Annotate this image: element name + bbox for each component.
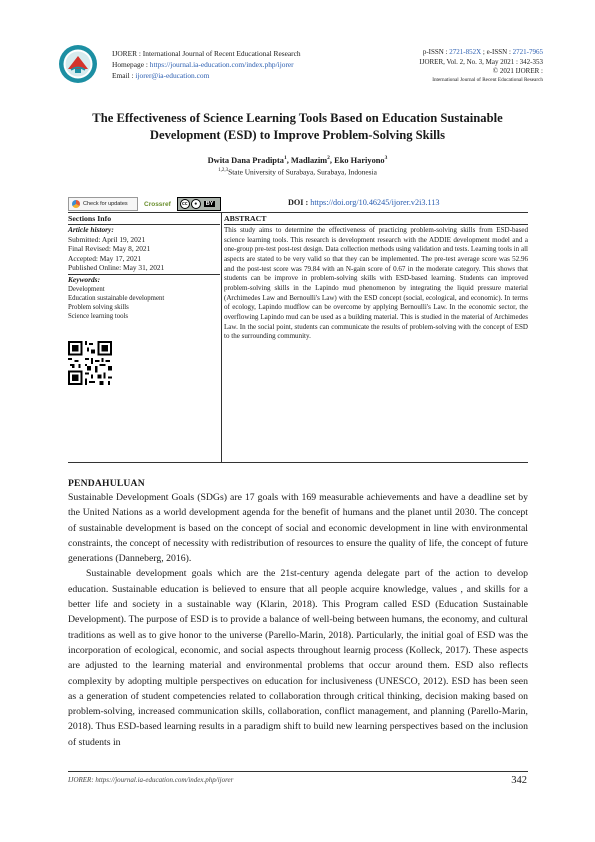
- p-issn-link[interactable]: 2721-852X: [449, 48, 482, 56]
- homepage-link[interactable]: https://journal.ia-education.com/index.php/ijorer: [149, 60, 294, 69]
- citation-badge[interactable]: Crossref: [144, 200, 171, 208]
- author-name: Madlazim: [290, 155, 328, 165]
- abstract-text: This study aims to determine the effectiveness of practicing problem-solving skills from ESD-based science learning tools. This research is development research with the ADDIE development model and a one-group pre-test post-test design. Data collection methods using validation and tests. Learning tools in all aspects are stated to be very valid so that they can be implemented. The pre-test average score was 52.96 and the post-test score was 79.84 with an N-gain score of 0.67 in the moderate category. This shows that students can be improve in problem-solving skills with ESD-based learning. Students can improved problem-solving skills in the Lapindo mud phenomenon by integrating the liquid pressure material (Archimedes Law and Bernoulli's Law) with the ESD concept (social, ecological, and economic). In terms of ecology, Lapindo mudflow can be overcome by applying Bernoulli's Law. In the economic sector, the overflowing Lapindo mud can be used as a building material. This is studied in the material of Archimedes Law. In the social point, students can communicate the results of problem-solving with the concept of ESD to the surrounding community.: [224, 226, 528, 341]
- email-line: Email : ijorer@ia-education.com: [112, 71, 210, 80]
- crossmark-icon: [72, 200, 80, 208]
- history-published: Published Online: May 31, 2021: [68, 263, 165, 273]
- qr-code-icon: [68, 341, 112, 385]
- volume-line: IJORER, Vol. 2, No. 3, May 2021 : 342-353: [419, 57, 543, 66]
- affiliation: $^{1,2,3}$State University of Surabaya, Surabaya, Indonesia: [218, 167, 377, 177]
- table-divider: [221, 213, 222, 462]
- keywords-label: Keywords:: [68, 274, 101, 284]
- attribution-icon: ●: [191, 199, 201, 209]
- article-history-label: Article history:: [68, 225, 114, 234]
- keyword-item: Development: [68, 285, 105, 293]
- journal-logo: [58, 44, 98, 84]
- history-submitted: Submitted: April 19, 2021: [68, 234, 146, 244]
- copyright-subtitle: International Journal of Recent Educational Research: [432, 76, 543, 83]
- journal-header-info: [112, 48, 372, 81]
- section-heading: PENDAHULUAN: [68, 478, 145, 489]
- cc-by-label: BY: [205, 201, 214, 207]
- homepage-line: Homepage : https://journal.ia-education.com/index.php/ijorer: [112, 60, 294, 69]
- author-name: Eko Hariyono: [334, 155, 385, 165]
- issue-info: [343, 48, 543, 84]
- email-link[interactable]: ijorer@ia-education.com: [135, 71, 210, 80]
- journal-name: IJORER : International Journal of Recent Educational Research: [112, 49, 301, 58]
- abstract-heading: ABSTRACT: [224, 214, 267, 223]
- issn-line: p-ISSN : 2721-852X ; e-ISSN : 2721-7965: [422, 48, 543, 56]
- keyword-item: Problem solving skills: [68, 303, 129, 311]
- cc-license-badge[interactable]: [177, 197, 221, 211]
- sections-info-heading: Sections Info: [68, 214, 112, 223]
- author-name: Dwita Dana Pradipta: [207, 155, 284, 165]
- e-issn-link[interactable]: 2721-7965: [512, 48, 543, 56]
- creative-commons-icon: cc: [180, 199, 190, 209]
- keyword-item: Science learning tools: [68, 312, 129, 320]
- check-for-updates-badge[interactable]: Check for updates: [68, 197, 138, 211]
- keyword-item: Education sustainable development: [68, 294, 165, 302]
- badge-row: [68, 196, 221, 212]
- paragraph: Sustainable Development Goals (SDGs) are 17 goals with 169 measurable achievements and have a deadline set by the United Nations as a world development agenda for the benefit of humans and the planet until 2030. The concept of sustainable development is based on the concept of social and economic development in line with environmental constraints, the concept of necessity with redistribution of resources to ensure the quality of life, the concept of future generations (Danneberg, 2016).: [68, 492, 528, 565]
- body-text: [68, 490, 528, 750]
- history-accepted: Accepted: May 17, 2021: [68, 253, 142, 263]
- history-revised: Final Revised: May 8, 2021: [68, 244, 151, 254]
- page-number: 342: [511, 775, 527, 786]
- footer-url: IJORER: https://journal.ia-education.com/index.php/ijorer: [68, 776, 234, 784]
- copyright-line: © 2021 IJORER :: [492, 67, 543, 76]
- table-bottom-rule: [68, 462, 528, 463]
- paragraph: Sustainable development goals which are the 21st-century agenda delegate part of the action to develop education. Sustainable education is believed to ensure that all people acquire knowledge, values , and skills for a better life and society in a sustainable way (Klarin, 2018). This Program called ESD (Education Sustainable Development). The purpose of ESD is to provide a balance of well-being between humans, the economy, and cultural traditions as well as to give honor to the universe (Parello-Marin, 2018). Particularly, the initial goal of ESD was the incorporation of ecological, economic, and social aspects throughout learnig process (Kolleck, 2017). These aspects are adjusted to the learning material and environmental problems that occur around them. ESD also reflects complexity by adopting multiple perspectives on education for inclusiveness (UNESCO, 2012). ESD has been seen as a generation of student competencies related to collaboration through critical thinking, decision making based on problem-solving, increased communication skills, collaboration, conflict management, and planning (Parello-Marin, 2018). Thus ESD-based learning results in a paradigm shift to build new learning perspectives based on the inclusion of students in: [68, 568, 528, 748]
- paper-title: The Effectiveness of Science Learning Tools Based on Education Sustainable Development (ESD) to Improve Problem-Solving Skills: [92, 111, 503, 142]
- doi-line: DOI : https://doi.org/10.46245/ijorer.v2i3.113: [288, 198, 440, 207]
- footer-rule: [68, 771, 528, 772]
- sections-info-column: [68, 213, 220, 385]
- author-list: Dwita Dana Pradipta$^1$, Madlazim$^2$, Eko Hariyono$^3$: [207, 155, 388, 165]
- doi-link[interactable]: https://doi.org/10.46245/ijorer.v2i3.113: [310, 198, 440, 207]
- abstract-column: [224, 213, 528, 342]
